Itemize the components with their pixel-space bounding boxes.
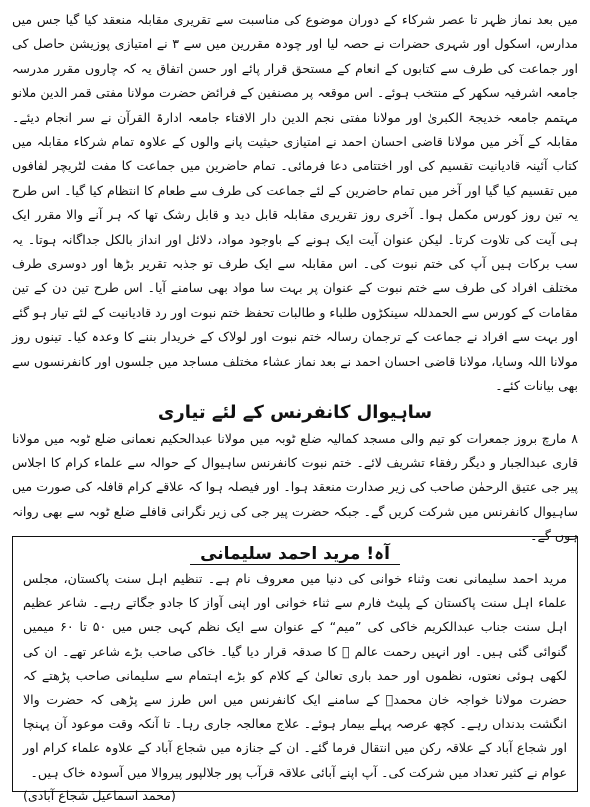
section-heading: ساہیوال کانفرنس کے لئے تیاری [157,401,433,423]
obituary-body: مرید احمد سلیمانی نعت وثناء خوانی کی دنیا میں معروف نام ہے۔ تنظیم اہل سنت پاکستان، مجلس علماء اہل سنت پاکستان کے پلیٹ فارم سے ثناء خوانی اور اپنی آواز کا جادو جگاتے رہے۔ شاعر عظیم اہل سنت جناب عبدالکریم خاکی کی ”میم“ کے عنوان سے ایک نظم کہی جس میں ۵۰ تا ۶۰ میمیں گنوائی گئی ہیں۔ اور انہیں رحمت عالم ﷺ کا صدقہ قرار دیا گیا۔ خاکی صاحب بڑے شاعر تھے۔ ان کی لکھی ہوئی نعتوں، نظموں اور حمد باری تعالیٰ کے کلام کو بڑے اہتمام سے سلیمانی صاحب پڑھتے کہ حضرت مولانا خواجہ خان محمدؒ کے سامنے ایک کانفرنس میں اس طرز سے پڑھی کہ حضرت والا انگشت بدنداں رہے۔ کچھ عرصہ پہلے بیمار ہوئے۔ علاج معالجہ جاری رہا۔ تا آنکہ وقت موعود آن پہنچا اور شجاع آباد کے علاقہ رکن میں انتقال فرما گئے۔ ان کے جنازہ میں شجاع آباد کے علاوہ علماء کرام اور عوام نے کثیر تعداد میں شرکت کی۔ آپ اپنے آبائی علاقہ قرآب پور جلالپور پیروالا میں آسودہ خاک ہیں۔ [23,571,567,780]
obituary-title-text: آہ! مرید احمد سلیمانی [190,544,400,565]
article-paragraph-conference-prep: ۸ مارچ بروز جمعرات کو تیم والی مسجد کمالیہ ضلع ٹوبہ میں مولانا عبدالحکیم نعمانی ضلع ٹوبہ میں مولانا قاری عبدالجبار و دیگر رفقاء تشریف لائے۔ ختم نبوت کانفرنس ساہیوال کے حوالہ سے علماء کرام کا اجلاس پیر جی عتیق الرحمٰن صاحب کی زیر صدارت منعقد ہوا۔ اور فیصلہ ہوا کہ علاقے کرام قافلہ کی صورت میں ساہیوال کانفرنس میں شرکت کریں گے۔ جبکہ حضرت پیر جی کی زیر نگرانی قافلے ضلع ٹوبہ سے بھی روانہ ہوں گے۔ [12,430,578,544]
obituary-title [23,541,567,567]
obituary-box [12,536,578,803]
article-paragraph-course-report: میں بعد نماز ظہر تا عصر شرکاء کے دوران موضوع کی مناسبت سے تقریری مقابلہ منعقد کیا گیا جس میں مدارس، اسکول اور شہری حضرات نے حصہ لیا اور چودہ مقررین میں سے ۳ نے امتیازی پوزیشن حاصل کی اور جماعت کی طرف سے کتابوں کے انعام کے مستحق قرار پائے اور حسن اتفاق یہ کہ چاروں مقرر مدرسہ جامعہ اشرفیہ سکھر کے منتخب ہوئے۔ اس موقعہ پر مصنفین کے فرائض حضرت مولانا مفتی قمر الدین ملانو مہتمم جامعہ خدیجۃ الکبریٰ اور مولانا مفتی نجم الدین دار الافتاء جامعہ ادارۃ القرآن نے سر انجام دیئے۔ مقابلہ کے آخر میں مولانا قاضی احسان احمد نے امتیازی حیثیت پانے والوں کے علاوہ تمام شرکاء مقابلہ میں کتاب آئینہ قادیانیت تقسیم کی اور اختتامی دعا فرمائی۔ تمام حاضرین میں جماعت کا مفت لٹریچر لفافوں میں تقسیم کیا گیا اور آخر میں تمام حاضرین کے لئے جماعت کی طرف سے طعام کا انتظام کیا گیا۔ اس طرح یہ تین روز کورس مکمل ہوا۔ آخری روز تقریری مقابلہ قابل دید و قابل رشک تھا کہ ہر آنے والا مقرر ایک ہی آیت کی تلاوت کرتا۔ لیکن عنوان آیت ایک ہونے کے باوجود مواد، دلائل اور انداز بالکل جداگانہ ہوتا۔ یہ سب برکات ہیں آپ کی ختم نبوت کی۔ اس مقابلہ سے ایک طرف تو جذبہ تقریر بڑھا اور دوسری طرف مختلف افراد کی طرف سے ختم نبوت کے عنوان پر بہت سا مواد بھی سامنے آیا۔ اس طرح تین دن کے تین مقامات کے کورس سے الحمدللہ سینکڑوں طلباء و طالبات تحفظ ختم نبوت اور رد قادیانیت کے لئے تیار ہو گئے اور بہت سے افراد نے جماعت کے ترجمان رسالہ ختم نبوت اور لولاک کے خریدار بننے کا وعدہ کیا۔ تینوں روز مولانا اللہ وسایا، مولانا قاضی احسان احمد نے بعد نماز عشاء مختلف مساجد میں جلسوں اور کانفرنسوں سے بھی بیانات کئے۔ [12,12,578,394]
obituary-author: (محمد اسماعیل شجاع آبادی) [23,787,176,803]
